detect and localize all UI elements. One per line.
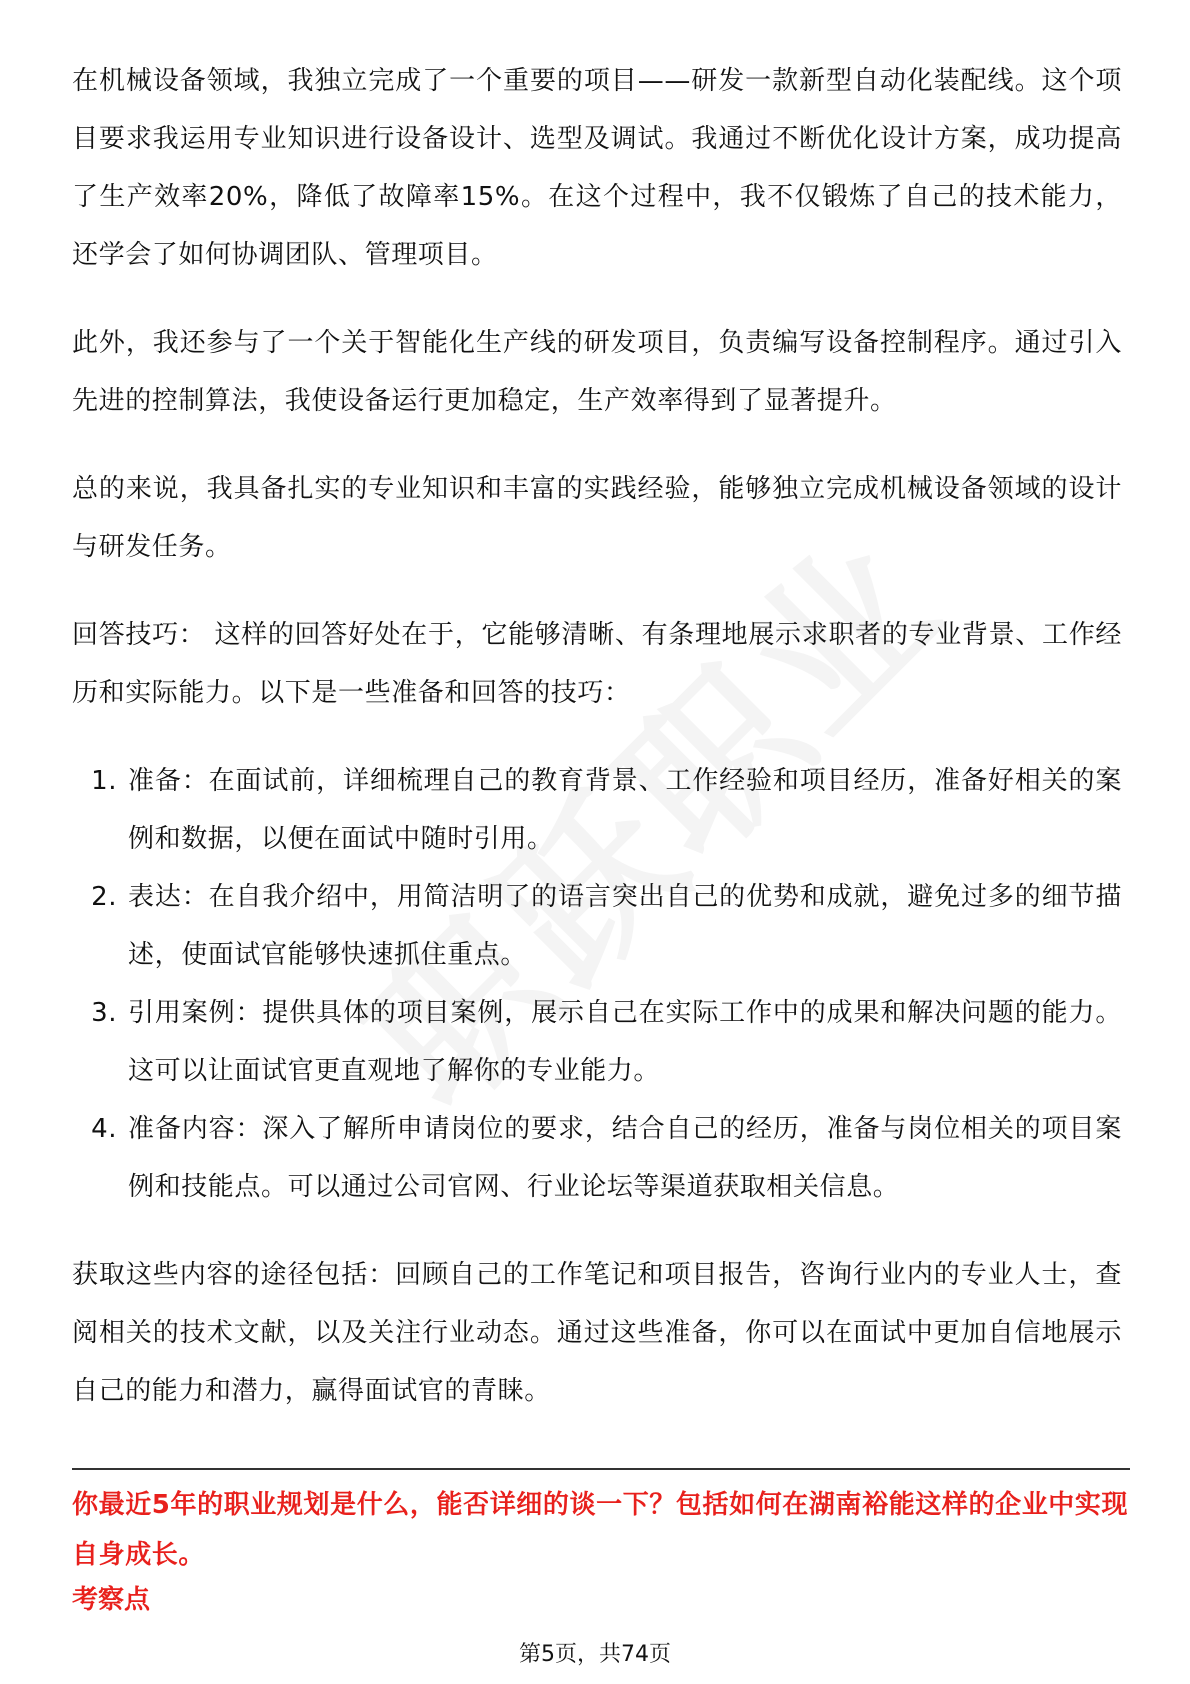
list-item: 3. 引用案例：提供具体的项目案例，展示自己在实际工作中的成果和解决问题的能力。这可以让面试官更直观地了解你的专业能力。 <box>126 984 1122 1100</box>
paragraph-additional-project: 此外，我还参与了一个关于智能化生产线的研发项目，负责编写设备控制程序。通过引入先进的控制算法，我使设备运行更加稳定，生产效率得到了显著提升。 <box>72 328 1122 416</box>
document-body <box>72 52 1122 1450</box>
section-heading: 考察点 <box>72 1585 151 1615</box>
paragraph-summary: 总的来说，我具备扎实的专业知识和丰富的实践经验，能够独立完成机械设备领域的设计与研发任务。 <box>72 474 1122 562</box>
paragraph-project-experience: 在机械设备领域，我独立完成了一个重要的项目——研发一款新型自动化装配线。这个项目要求我运用专业知识进行设备设计、选型及调试。我通过不断优化设计方案，成功提高了生产效率20%，降低了故障率15%。在这个过程中，我不仅锻炼了自己的技术能力，还学会了如何协调团队、管理项目。 <box>72 66 1122 270</box>
paragraph-answer-tips-intro: 回答技巧： 这样的回答好处在于，它能够清晰、有条理地展示求职者的专业背景、工作经历和实际能力。以下是一些准备和回答的技巧： <box>72 620 1122 708</box>
tips-list <box>72 752 1122 1216</box>
divider <box>72 1468 1130 1470</box>
list-item: 4. 准备内容：深入了解所申请岗位的要求，结合自己的经历，准备与岗位相关的项目案例和技能点。可以通过公司官网、行业论坛等渠道获取相关信息。 <box>126 1100 1122 1216</box>
paragraph-sources: 获取这些内容的途径包括：回顾自己的工作笔记和项目报告，咨询行业内的专业人士，查阅相关的技术文献，以及关注行业动态。通过这些准备，你可以在面试中更加自信地展示自己的能力和潜力，赢得面试官的青睐。 <box>72 1260 1122 1406</box>
page-number: 第5页，共74页 <box>519 1642 671 1667</box>
interview-question: 你最近5年的职业规划是什么，能否详细的谈一下？包括如何在湖南裕能这样的企业中实现自身成长。 <box>72 1490 1129 1570</box>
list-item: 2. 表达：在自我介绍中，用简洁明了的语言突出自己的优势和成就，避免过多的细节描述，使面试官能够快速抓住重点。 <box>126 868 1122 984</box>
list-item: 1. 准备：在面试前，详细梳理自己的教育背景、工作经验和项目经历，准备好相关的案例和数据，以便在面试中随时引用。 <box>126 752 1122 868</box>
